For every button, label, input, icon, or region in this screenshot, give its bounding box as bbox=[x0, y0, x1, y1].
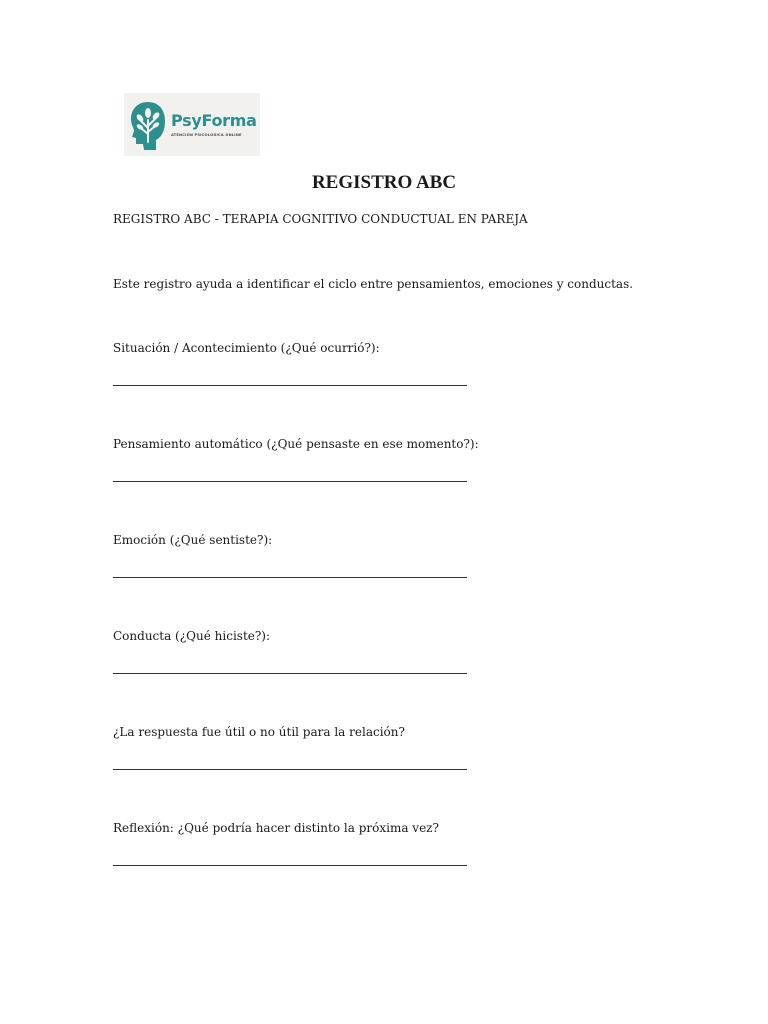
logo-name: PsyForma bbox=[171, 111, 257, 130]
answer-line-conducta[interactable] bbox=[113, 673, 467, 674]
field-label-reflexion: Reflexión: ¿Qué podría hacer distinto la próxima vez? bbox=[113, 821, 439, 835]
answer-line-pensamiento[interactable] bbox=[113, 481, 467, 482]
answer-line-emocion[interactable] bbox=[113, 577, 467, 578]
field-label-situacion: Situación / Acontecimiento (¿Qué ocurrió?): bbox=[113, 341, 380, 355]
field-label-pensamiento: Pensamiento automático (¿Qué pensaste en ese momento?): bbox=[113, 437, 479, 451]
answer-line-reflexion[interactable] bbox=[113, 865, 467, 866]
field-label-emocion: Emoción (¿Qué sentiste?): bbox=[113, 533, 273, 547]
logo-tagline: ATENCIÓN PSICOLÓGICA ONLINE bbox=[171, 133, 242, 137]
field-label-utilidad: ¿La respuesta fue útil o no útil para la relación? bbox=[113, 725, 405, 739]
answer-line-situacion[interactable] bbox=[113, 385, 467, 386]
field-label-conducta: Conducta (¿Qué hiciste?): bbox=[113, 629, 271, 643]
logo-text bbox=[171, 112, 257, 137]
page-title: REGISTRO ABC bbox=[311, 172, 457, 193]
document-subtitle: REGISTRO ABC - TERAPIA COGNITIVO CONDUCTUAL EN PAREJA bbox=[113, 212, 528, 226]
answer-line-utilidad[interactable] bbox=[113, 769, 467, 770]
intro-text: Este registro ayuda a identificar el ciclo entre pensamientos, emociones y conductas. bbox=[113, 277, 634, 291]
head-tree-icon bbox=[128, 98, 168, 152]
company-logo bbox=[124, 93, 260, 156]
